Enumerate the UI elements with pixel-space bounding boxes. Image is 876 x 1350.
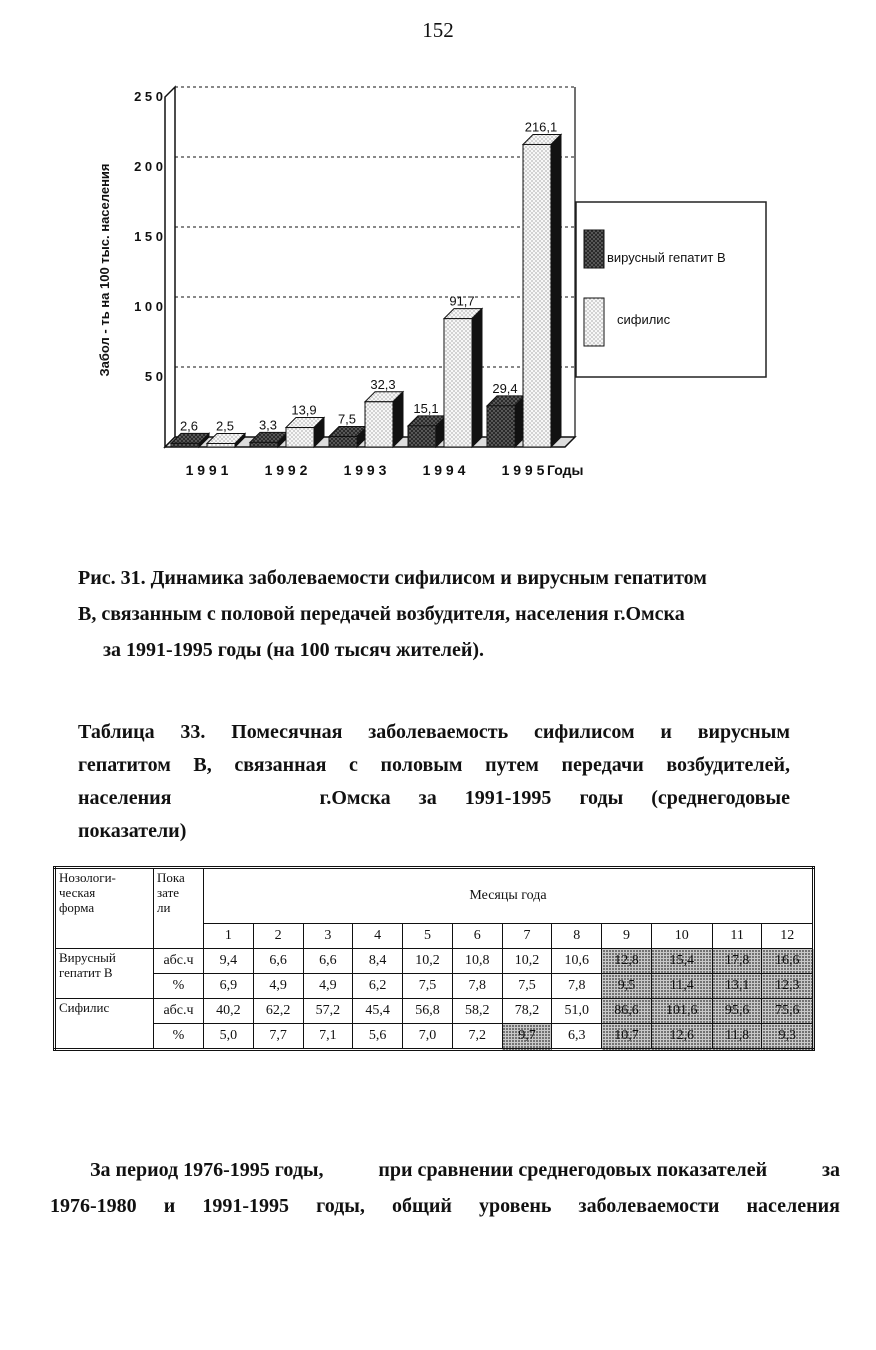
word: 1991-1995 xyxy=(464,787,552,809)
value-cell: 8,4 xyxy=(353,949,403,974)
x-axis-label: Годы xyxy=(547,462,584,478)
y-tick-label: 5 0 xyxy=(144,369,163,384)
bar xyxy=(250,442,278,447)
bar-side xyxy=(393,392,403,447)
word: путем xyxy=(485,754,539,776)
month-header-cell: 3 xyxy=(303,924,353,949)
value-cell: 58,2 xyxy=(452,999,502,1024)
month-header-cell: 4 xyxy=(353,924,403,949)
data-label: 216,1 xyxy=(524,119,558,135)
indicator-cell: % xyxy=(154,1024,204,1050)
word: заболеваемость xyxy=(368,721,509,743)
table-caption-line-1 xyxy=(78,716,790,749)
bar-side xyxy=(472,309,482,447)
legend-swatch-syphilis xyxy=(584,298,604,346)
value-cell-highlighted: 16,6 xyxy=(762,949,814,974)
value-cell-highlighted: 9,3 xyxy=(762,1024,814,1050)
x-tick-label: 1 9 9 2 xyxy=(264,462,308,478)
month-header-cell: 8 xyxy=(552,924,602,949)
legend xyxy=(576,202,766,377)
value-cell: 7,5 xyxy=(403,974,453,999)
bar xyxy=(329,437,357,448)
value-cell: 7,7 xyxy=(253,1024,303,1050)
body-line-1 xyxy=(50,1152,840,1188)
value-cell: 45,4 xyxy=(353,999,403,1024)
row-label-hepatitis: Вирусный гепатит В xyxy=(55,949,154,999)
value-cell: 40,2 xyxy=(204,999,254,1024)
phrase: за xyxy=(821,1159,840,1181)
word: населения xyxy=(746,1195,840,1217)
value-cell: 4,9 xyxy=(303,974,353,999)
bar xyxy=(487,406,515,447)
month-header-cell: 7 xyxy=(502,924,552,949)
x-tick-label: 1 9 9 1 xyxy=(185,462,229,478)
value-cell: 7,8 xyxy=(452,974,502,999)
body-line-2 xyxy=(50,1188,840,1224)
indicator-cell: абс.ч xyxy=(154,999,204,1024)
data-label: 15,1 xyxy=(413,400,439,416)
value-cell-highlighted: 9,5 xyxy=(602,974,652,999)
bar-side xyxy=(551,134,561,447)
figure-caption xyxy=(78,560,803,668)
table-caption xyxy=(78,716,790,848)
table-caption-line-2 xyxy=(78,749,790,782)
value-cell-highlighted: 75,6 xyxy=(762,999,814,1024)
value-cell: 7,5 xyxy=(502,974,552,999)
row-label-syphilis: Сифилис xyxy=(55,999,154,1050)
value-cell: 7,2 xyxy=(452,1024,502,1050)
value-cell-highlighted: 9,7 xyxy=(502,1024,552,1050)
word: 33. xyxy=(180,721,206,743)
table-caption-line-4: показатели) xyxy=(78,820,187,842)
phrase: при сравнении среднегодовых показателей xyxy=(378,1159,768,1181)
page-number: 152 xyxy=(422,18,454,42)
word: сифилисом xyxy=(533,721,635,743)
table-caption-line-3 xyxy=(78,782,790,815)
y-axis-wall xyxy=(165,87,175,447)
x-tick-label: 1 9 9 4 xyxy=(422,462,466,478)
word: годы xyxy=(579,787,624,809)
word: с xyxy=(349,754,358,776)
legend-frame xyxy=(576,202,766,377)
value-cell-highlighted: 15,4 xyxy=(651,949,712,974)
value-cell-highlighted: 95,6 xyxy=(712,999,762,1024)
data-label: 29,4 xyxy=(492,380,518,396)
word: за xyxy=(418,787,437,809)
word: г.Омска xyxy=(319,787,391,809)
value-cell: 9,4 xyxy=(204,949,254,974)
month-header-cell: 10 xyxy=(651,924,712,949)
word: передачи xyxy=(561,754,644,776)
y-tick-label: 2 5 0 xyxy=(134,89,163,104)
value-cell: 4,9 xyxy=(253,974,303,999)
value-cell: 62,2 xyxy=(253,999,303,1024)
word: Помесячная xyxy=(231,721,343,743)
word: вирусным xyxy=(697,721,790,743)
value-cell-highlighted: 101,6 xyxy=(651,999,712,1024)
legend-label-syphilis: сифилис xyxy=(617,312,671,327)
word: (среднегодовые xyxy=(651,787,790,809)
table-header-row xyxy=(55,868,814,924)
month-header-cell: 1 xyxy=(204,924,254,949)
data-label: 91,7 xyxy=(449,293,475,309)
word: связанная xyxy=(234,754,327,776)
data-label: 7,5 xyxy=(337,411,357,427)
value-cell: 7,0 xyxy=(403,1024,453,1050)
value-cell: 51,0 xyxy=(552,999,602,1024)
value-cell: 10,2 xyxy=(502,949,552,974)
bar xyxy=(286,428,314,447)
table-row-hepatitis-pct xyxy=(55,974,814,999)
header-months-of-year: Месяцы года xyxy=(204,868,814,924)
value-cell-highlighted: 86,6 xyxy=(602,999,652,1024)
value-cell-highlighted: 12,6 xyxy=(651,1024,712,1050)
value-cell: 56,8 xyxy=(403,999,453,1024)
y-axis-label: Забол - ть на 100 тыс. населения xyxy=(97,163,112,377)
month-header-cell: 12 xyxy=(762,924,814,949)
body-paragraph xyxy=(50,1152,840,1224)
value-cell: 78,2 xyxy=(502,999,552,1024)
value-cell: 7,1 xyxy=(303,1024,353,1050)
bar xyxy=(444,319,472,447)
value-cell: 10,6 xyxy=(552,949,602,974)
month-header-cell: 9 xyxy=(602,924,652,949)
word: годы, xyxy=(316,1195,365,1217)
value-cell: 6,3 xyxy=(552,1024,602,1050)
table-row-syphilis-pct xyxy=(55,1024,814,1050)
value-cell-highlighted: 13,1 xyxy=(712,974,762,999)
value-cell: 5,6 xyxy=(353,1024,403,1050)
legend-swatch-hepatitis xyxy=(584,230,604,268)
word: 1976-1980 xyxy=(50,1195,137,1217)
table-row-hepatitis-abs xyxy=(55,949,814,974)
y-tick-label: 1 5 0 xyxy=(134,229,163,244)
bar-chart xyxy=(95,80,795,500)
value-cell: 6,6 xyxy=(253,949,303,974)
value-cell: 57,2 xyxy=(303,999,353,1024)
x-tick-label: 1 9 9 3 xyxy=(343,462,387,478)
value-cell: 6,6 xyxy=(303,949,353,974)
word: гепатитом xyxy=(78,754,171,776)
month-header-cell: 2 xyxy=(253,924,303,949)
word: и xyxy=(163,1195,176,1217)
value-cell: 5,0 xyxy=(204,1024,254,1050)
data-label: 3,3 xyxy=(258,417,278,433)
bar xyxy=(408,426,436,447)
figure-caption-line-2: В, связанным с половой передачей возбудителя, населения г.Омска xyxy=(78,603,685,625)
word: уровень xyxy=(479,1195,552,1217)
word: и xyxy=(660,721,672,743)
word: заболеваемости xyxy=(578,1195,720,1217)
legend-label-hepatitis: вирусный гепатит В xyxy=(607,250,726,265)
data-label: 2,6 xyxy=(179,418,199,434)
month-header-cell: 5 xyxy=(403,924,453,949)
header-nosological-form: Нозологи- ческая форма xyxy=(55,868,154,949)
value-cell: 6,9 xyxy=(204,974,254,999)
value-cell: 10,2 xyxy=(403,949,453,974)
value-cell-highlighted: 11,4 xyxy=(651,974,712,999)
value-cell-highlighted: 11,8 xyxy=(712,1024,762,1050)
word: населения xyxy=(78,787,172,809)
value-cell-highlighted: 17,8 xyxy=(712,949,762,974)
data-label: 2,5 xyxy=(215,418,235,434)
value-cell: 6,2 xyxy=(353,974,403,999)
bar xyxy=(365,402,393,447)
x-tick-label: 1 9 9 5 xyxy=(501,462,545,478)
table-row-syphilis-abs xyxy=(55,999,814,1024)
data-label: 13,9 xyxy=(291,402,317,418)
value-cell: 7,8 xyxy=(552,974,602,999)
figure-caption-line-3: за 1991-1995 годы (на 100 тысяч жителей). xyxy=(103,639,485,661)
indicator-cell: % xyxy=(154,974,204,999)
value-cell-highlighted: 12,3 xyxy=(762,974,814,999)
monthly-incidence-table xyxy=(53,866,815,1051)
month-header-cell: 6 xyxy=(452,924,502,949)
phrase: За период 1976-1995 годы, xyxy=(90,1159,324,1181)
value-cell-highlighted: 10,7 xyxy=(602,1024,652,1050)
header-indicators: Пока зате ли xyxy=(154,868,204,949)
word: половым xyxy=(380,754,463,776)
bar xyxy=(207,444,235,448)
word: Таблица xyxy=(78,721,155,743)
value-cell: 10,8 xyxy=(452,949,502,974)
indicator-cell: абс.ч xyxy=(154,949,204,974)
figure-caption-line-1: Рис. 31. Динамика заболеваемости сифилисом и вирусным гепатитом xyxy=(78,567,707,589)
y-tick-label: 1 0 0 xyxy=(134,299,163,314)
word: возбудителей, xyxy=(666,754,790,776)
word: 1991-1995 xyxy=(202,1195,290,1217)
bar xyxy=(171,443,199,447)
month-header-cell: 11 xyxy=(712,924,762,949)
word: общий xyxy=(392,1195,452,1217)
word: В, xyxy=(193,754,212,776)
y-tick-label: 2 0 0 xyxy=(134,159,163,174)
data-label: 32,3 xyxy=(370,376,396,392)
value-cell-highlighted: 12,8 xyxy=(602,949,652,974)
bar xyxy=(523,144,551,447)
